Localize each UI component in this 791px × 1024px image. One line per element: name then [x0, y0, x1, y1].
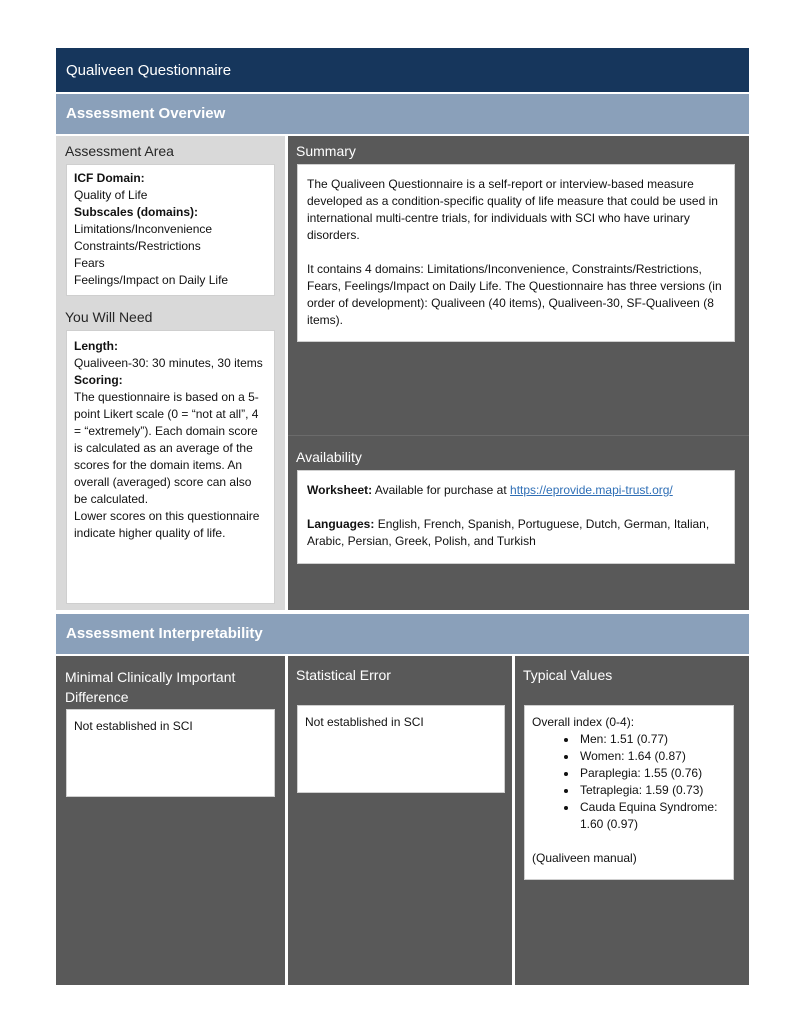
section-heading-overview: Assessment Overview	[66, 105, 226, 122]
summary-paragraph: It contains 4 domains: Limitations/Inconvenience, Constraints/Restrictions, Fears, Feelings/Impact on Daily Life. The Questionnaire has three versions (in order of development): Qualiveen (40 items), Qualiveen-30, SF-Qualiveen (8 items).	[307, 262, 722, 327]
icf-domain-label: ICF Domain:	[74, 171, 145, 185]
typical-values-intro: Overall index (0-4):	[532, 715, 635, 729]
typical-values-list	[532, 731, 726, 833]
mcid-heading: Minimal Clinically Important Difference	[65, 669, 236, 705]
you-will-need-heading: You Will Need	[65, 309, 153, 325]
length-value: Qualiveen-30: 30 minutes, 30 items	[74, 356, 263, 370]
worksheet-line	[307, 482, 725, 499]
list-item: • Cauda Equina Syndrome: 1.60 (0.97)	[578, 799, 726, 833]
languages-text: English, French, Spanish, Portuguese, Dutch, German, Italian, Arabic, Persian, Greek, Polish, and Turkish	[307, 517, 710, 548]
scoring-note: Lower scores on this questionnaire indicate higher quality of life.	[74, 509, 260, 540]
section-bar-overview	[56, 94, 749, 134]
subscale-item: Constraints/Restrictions	[74, 239, 201, 253]
languages-label: Languages:	[307, 517, 375, 531]
list-item: • Women: 1.64 (0.87)	[578, 748, 726, 765]
assessment-area-box	[66, 164, 275, 296]
panel-divider	[288, 435, 749, 436]
worksheet-label: Worksheet:	[307, 483, 373, 497]
typical-values-box	[524, 705, 734, 880]
typical-values-source: (Qualiveen manual)	[532, 851, 637, 865]
subscale-item: Fears	[74, 256, 105, 270]
typical-values-heading: Typical Values	[523, 667, 613, 683]
summary-paragraph: The Qualiveen Questionnaire is a self-report or interview-based measure developed as a condition-specific quality of life measure that could be used in international multi-centre trials, for individuals with SCI who have urinary disorders.	[307, 177, 718, 242]
statistical-error-heading: Statistical Error	[296, 667, 391, 683]
mcid-box	[66, 709, 275, 797]
worksheet-text: Available for purchase at	[374, 483, 507, 497]
you-will-need-box	[66, 330, 275, 604]
assessment-area-heading: Assessment Area	[65, 143, 174, 159]
summary-heading: Summary	[296, 143, 356, 159]
availability-heading: Availability	[296, 449, 362, 465]
document-title: Qualiveen Questionnaire	[66, 62, 232, 79]
document-title-bar	[56, 48, 749, 92]
list-item: • Tetraplegia: 1.59 (0.73)	[578, 782, 726, 799]
icf-domain-value: Quality of Life	[74, 188, 148, 202]
subscale-item: Feelings/Impact on Daily Life	[74, 273, 229, 287]
scoring-text: The questionnaire is based on a 5-point Likert scale (0 = “not at all”, 4 = “extremely”). Each domain score is calculated as an average of the scores for the domain items. An overall (averaged) score can also be calculated.	[74, 390, 259, 506]
worksheet-link[interactable]: https://eprovide.mapi-trust.org/	[510, 483, 673, 497]
mcid-text: Not established in SCI	[74, 719, 193, 733]
length-label: Length:	[74, 339, 118, 353]
scoring-label: Scoring:	[74, 373, 123, 387]
availability-box	[297, 470, 735, 564]
statistical-error-text: Not established in SCI	[305, 715, 424, 729]
languages-line	[307, 516, 725, 550]
summary-box	[297, 164, 735, 342]
subscale-item: Limitations/Inconvenience	[74, 222, 213, 236]
subscales-label: Subscales (domains):	[74, 205, 199, 219]
section-bar-interpretability	[56, 614, 749, 654]
list-item: • Paraplegia: 1.55 (0.76)	[578, 765, 726, 782]
statistical-error-box	[297, 705, 505, 793]
section-heading-interpretability: Assessment Interpretability	[66, 625, 263, 642]
list-item: • Men: 1.51 (0.77)	[578, 731, 726, 748]
